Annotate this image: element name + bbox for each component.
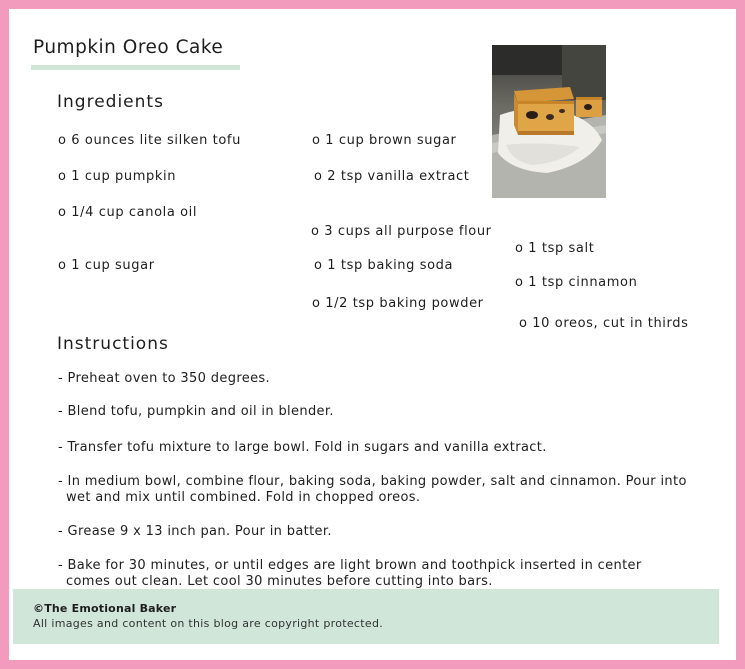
footer-copyright: All images and content on this blog are copyright protected. bbox=[33, 617, 384, 630]
instructions-heading: Instructions bbox=[57, 334, 169, 354]
instruction-step: - In medium bowl, combine flour, baking soda, baking powder, salt and cinnamon. Pour into wet and mix until combined. Fold in chopped oreos. bbox=[58, 474, 687, 505]
ingredient-item: o 1/2 tsp baking powder bbox=[312, 296, 484, 311]
ingredient-item: o 1 tsp salt bbox=[515, 241, 595, 256]
ingredient-item: o 2 tsp vanilla extract bbox=[314, 169, 470, 184]
instruction-step: - Blend tofu, pumpkin and oil in blender. bbox=[58, 404, 334, 419]
instruction-step: - Bake for 30 minutes, or until edges are light brown and toothpick inserted in center comes out clean. Let cool 30 minutes before cutting into bars. bbox=[58, 558, 642, 589]
instruction-step: - Preheat oven to 350 degrees. bbox=[58, 371, 271, 386]
cake-photo-icon bbox=[492, 45, 606, 198]
ingredient-item: o 1/4 cup canola oil bbox=[58, 205, 198, 220]
ingredient-item: o 1 cup brown sugar bbox=[312, 133, 457, 148]
ingredients-heading: Ingredients bbox=[57, 92, 164, 112]
footer bbox=[13, 589, 719, 644]
cake-photo bbox=[492, 45, 606, 198]
instruction-step: - Transfer tofu mixture to large bowl. Fold in sugars and vanilla extract. bbox=[58, 440, 547, 455]
ingredient-item: o 1 cup pumpkin bbox=[58, 169, 177, 184]
ingredient-item: o 1 tsp cinnamon bbox=[515, 275, 638, 290]
footer-credit: ©The Emotional Baker bbox=[33, 602, 177, 615]
ingredient-item: o 1 cup sugar bbox=[58, 258, 155, 273]
recipe-title: Pumpkin Oreo Cake bbox=[33, 37, 224, 58]
instruction-step: - Grease 9 x 13 inch pan. Pour in batter. bbox=[58, 524, 332, 539]
ingredient-item: o 10 oreos, cut in thirds bbox=[519, 316, 689, 331]
title-underline bbox=[31, 65, 240, 70]
ingredient-item: o 1 tsp baking soda bbox=[314, 258, 454, 273]
ingredient-item: o 6 ounces lite silken tofu bbox=[58, 133, 241, 148]
ingredient-item: o 3 cups all purpose flour bbox=[311, 224, 492, 239]
